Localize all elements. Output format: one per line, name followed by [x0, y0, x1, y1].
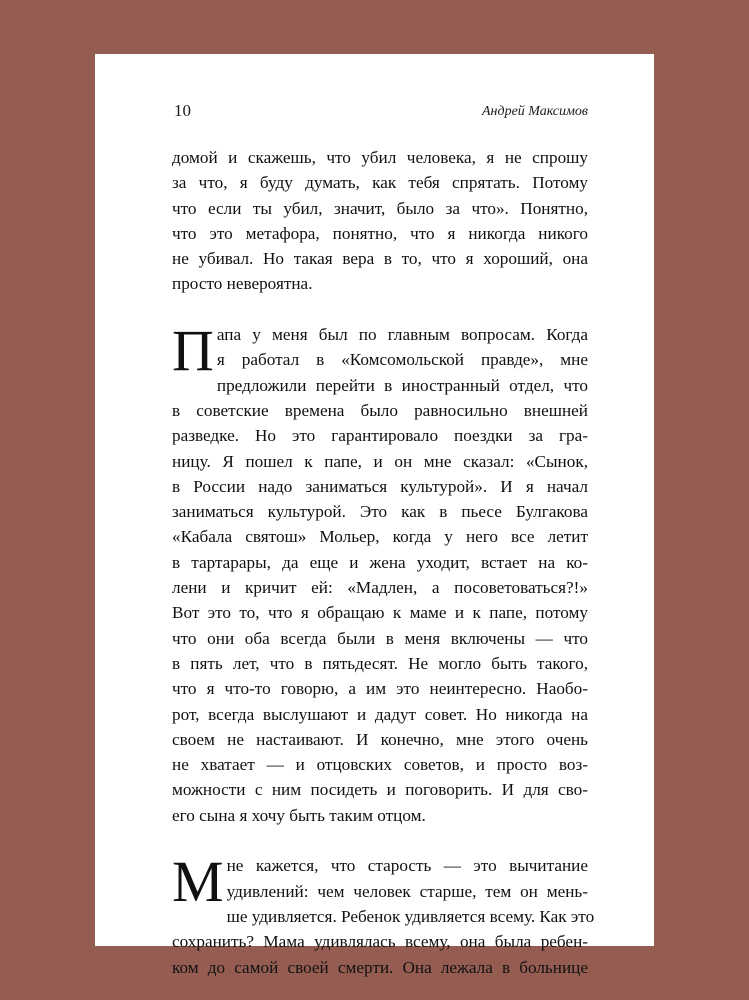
text-line: в России надо заниматься культурой». И я начал: [172, 476, 588, 496]
text-line: в советские времена было равносильно внешней: [172, 400, 588, 420]
text-line: в пять лет, что в пятьдесят. Не могло быть такого,: [172, 653, 588, 673]
paragraph: [172, 318, 588, 828]
text-line: не хватает — и отцовских советов, и просто воз-: [172, 755, 588, 775]
text-line: рот, всегда выслушают и дадут совет. Но никогда на: [172, 704, 588, 724]
text-line: что они оба всегда были в меня включены — что: [172, 628, 588, 648]
book-page: [95, 54, 654, 977]
text-line: не убивал. Но такая вера в то, что я хороший, она: [172, 249, 588, 269]
text-line: что я что-то говорю, а им это неинтересно. Наобо-: [172, 679, 588, 699]
text-line: в тартарары, да еще и жена уходит, встает на ко-: [172, 552, 588, 572]
text-line: предложили перейти в иностранный отдел, что: [216, 375, 588, 395]
text-line: ше удивляется. Ребенок удивляется всему. Как это: [226, 906, 595, 926]
text-line: Вот это то, что я обращаю к маме и к папе, потому: [172, 603, 588, 623]
text-line: за что, я буду думать, как тебя спрятать. Потому: [172, 173, 588, 193]
text-line: лени и кричит ей: «Мадлен, а посоветоваться?!»: [172, 578, 588, 598]
text-line: удивлений: чем человек старше, тем он мень-: [226, 881, 588, 901]
text-line: ком до самой своей смерти. Она лежала в больнице: [172, 957, 588, 977]
text-line: домой и скажешь, что убил человека, я не спрошу: [172, 148, 588, 167]
running-head-author: Андрей Максимов: [482, 104, 588, 119]
body-text: [172, 145, 595, 980]
text-line: что это метафора, понятно, что я никогда никого: [172, 223, 588, 243]
text-line: я работал в «Комсомольской правде», мне: [216, 350, 588, 370]
text-line: заниматься культурой. Это как в пьесе Булгакова: [172, 502, 588, 522]
text-line: разведке. Но это гарантировало поездки за гра-: [172, 426, 588, 446]
text-line: сохранить? Мама удивлялась всему, она была ребен-: [172, 932, 588, 952]
text-line: своем не настаивают. И конечно, мне этого очень: [172, 729, 588, 749]
text-line: апа у меня был по главным вопросам. Когда: [216, 325, 588, 345]
text-line: просто невероятна.: [172, 274, 313, 294]
text-line: «Кабала святош» Мольер, когда у него все летит: [172, 527, 588, 547]
text-line: ницу. Я пошел к папе, и он мне сказал: «Сынок,: [172, 451, 588, 471]
drop-cap: П: [172, 318, 214, 384]
drop-cap: М: [172, 849, 224, 915]
text-line: что если ты убил, значит, было за что». Понятно,: [172, 198, 588, 218]
paragraph: [172, 849, 595, 979]
text-line: его сына я хочу быть таким отцом.: [172, 805, 426, 825]
text-line: не кажется, что старость — это вычитание: [226, 856, 588, 876]
page-number: 10: [174, 101, 191, 120]
text-line: можности с ним посидеть и поговорить. И для сво-: [172, 780, 588, 800]
paragraph: [172, 145, 588, 297]
